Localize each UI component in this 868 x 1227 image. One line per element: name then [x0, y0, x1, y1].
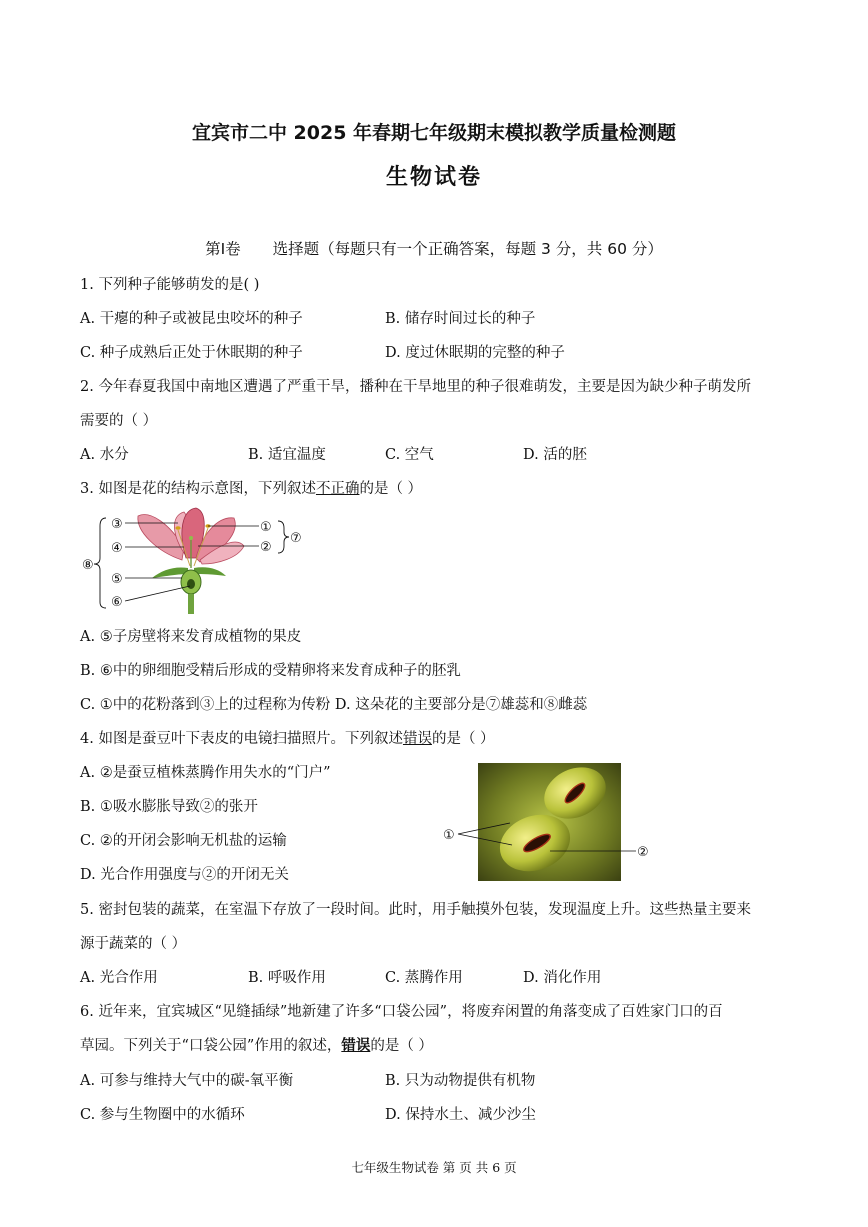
question-4-stem-post: 的是（ ） — [431, 731, 495, 747]
question-4-option-b: B. ①吸水膨胀导致②的张开 — [80, 799, 258, 815]
question-3-stem-pre: 3. 如图是花的结构示意图，下列叙述 — [80, 481, 316, 497]
question-2-option-a: A. 水分 — [80, 447, 129, 463]
section-instructions: （每题只有一个正确答案，每题 3 分，共 60 分） — [319, 240, 663, 258]
ovule — [187, 579, 195, 589]
question-3-stem-post: 的是（ ） — [359, 481, 423, 497]
label-guard-cell: ① — [443, 828, 455, 843]
bracket-8 — [94, 518, 106, 608]
question-2-stem-line2: 需要的（ ） — [80, 413, 158, 429]
label-6: ⑥ — [111, 595, 123, 610]
question-5-stem-line2: 源于蔬菜的（ ） — [80, 936, 187, 952]
question-5-stem-line1: 5. 密封包装的蔬菜，在室温下存放了一段时间。此时，用手触摸外包装，发现温度上升。这些热量主要来 — [80, 902, 751, 918]
question-2-option-d: D. 活的胚 — [523, 447, 587, 463]
question-2-stem-line1: 2. 今年春夏我国中南地区遭遇了严重干旱，播种在干旱地里的种子很难萌发，主要是因为缺少种子萌发所 — [80, 379, 751, 395]
anther — [175, 526, 180, 530]
question-5-option-a: A. 光合作用 — [80, 970, 158, 986]
question-1-option-b: B. 储存时间过长的种子 — [385, 311, 536, 327]
exam-title: 宜宾市二中 2025 年春期七年级期末模拟教学质量检测题 — [191, 122, 677, 144]
flower-structure-diagram — [78, 506, 318, 614]
question-1-option-a: A. 干瘪的种子或被昆虫咬坏的种子 — [80, 311, 303, 327]
label-4: ④ — [111, 541, 123, 556]
label-stoma: ② — [637, 845, 649, 860]
page-footer: 七年级生物试卷 第 页 共 6 页 — [351, 1160, 517, 1175]
section-header — [0, 237, 868, 259]
question-6-option-d: D. 保持水土、减少沙尘 — [385, 1107, 536, 1123]
label-8: ⑧ — [82, 558, 94, 573]
label-1: ① — [260, 520, 272, 535]
question-5-option-c: C. 蒸腾作用 — [385, 970, 463, 986]
question-3-option-b: B. ⑥中的卵细胞受精后形成的受精卵将来发育成种子的胚乳 — [80, 663, 461, 679]
bracket-7 — [278, 521, 289, 553]
question-3-stem — [80, 477, 422, 498]
question-4-stem — [80, 727, 495, 748]
question-6-stem-post: 的是（ ） — [370, 1038, 433, 1054]
stigma — [189, 536, 193, 540]
question-5-option-b: B. 呼吸作用 — [248, 970, 326, 986]
question-3-stem-emphasis: 不正确 — [315, 481, 360, 497]
stem — [188, 594, 194, 614]
question-4-option-a: A. ②是蚕豆植株蒸腾作用失水的“门户” — [80, 765, 331, 781]
question-6-stem-pre: 草园。下列关于“口袋公园”作用的叙述， — [80, 1038, 342, 1054]
question-1-option-c: C. 种子成熟后正处于休眠期的种子 — [80, 345, 303, 361]
section-type: 选择题 — [272, 240, 320, 258]
question-6-stem-line1: 6. 近年来，宜宾城区“见缝插绿”地新建了许多“口袋公园”，将废弃闲置的角落变成了百姓家门口的百 — [80, 1004, 723, 1020]
question-2-option-c: C. 空气 — [385, 447, 434, 463]
question-6-stem-emphasis: 错误 — [341, 1037, 371, 1054]
section-name: 第Ⅰ卷 — [205, 240, 241, 258]
exam-subtitle: 生物试卷 — [385, 165, 482, 190]
question-5-option-d: D. 消化作用 — [523, 970, 602, 986]
label-5: ⑤ — [111, 572, 123, 587]
question-6-option-b: B. 只为动物提供有机物 — [385, 1073, 536, 1089]
question-4-option-d: D. 光合作用强度与②的开闭无关 — [80, 867, 289, 883]
question-1-stem: 1. 下列种子能够萌发的是( ) — [80, 277, 260, 293]
question-2-option-b: B. 适宜温度 — [248, 447, 326, 463]
question-4-option-c: C. ②的开闭会影响无机盐的运输 — [80, 833, 287, 849]
stomata-micrograph — [440, 763, 665, 883]
question-4-stem-emphasis: 错误 — [402, 731, 432, 747]
question-6-option-c: C. 参与生物圈中的水循环 — [80, 1107, 245, 1123]
question-6-stem-line2 — [80, 1034, 433, 1055]
label-3: ③ — [111, 517, 123, 532]
question-1-option-d: D. 度过休眠期的完整的种子 — [385, 345, 565, 361]
question-6-option-a: A. 可参与维持大气中的碳-氧平衡 — [80, 1073, 294, 1089]
question-3-option-a: A. ⑤子房壁将来发育成植物的果皮 — [80, 629, 302, 645]
question-3-option-cd: C. ①中的花粉落到③上的过程称为传粉 D. 这朵花的主要部分是⑦雄蕊和⑧雌蕊 — [80, 697, 588, 713]
question-4-stem-pre: 4. 如图是蚕豆叶下表皮的电镜扫描照片。下列叙述 — [80, 731, 403, 747]
label-7: ⑦ — [290, 531, 302, 546]
label-2: ② — [260, 540, 272, 555]
